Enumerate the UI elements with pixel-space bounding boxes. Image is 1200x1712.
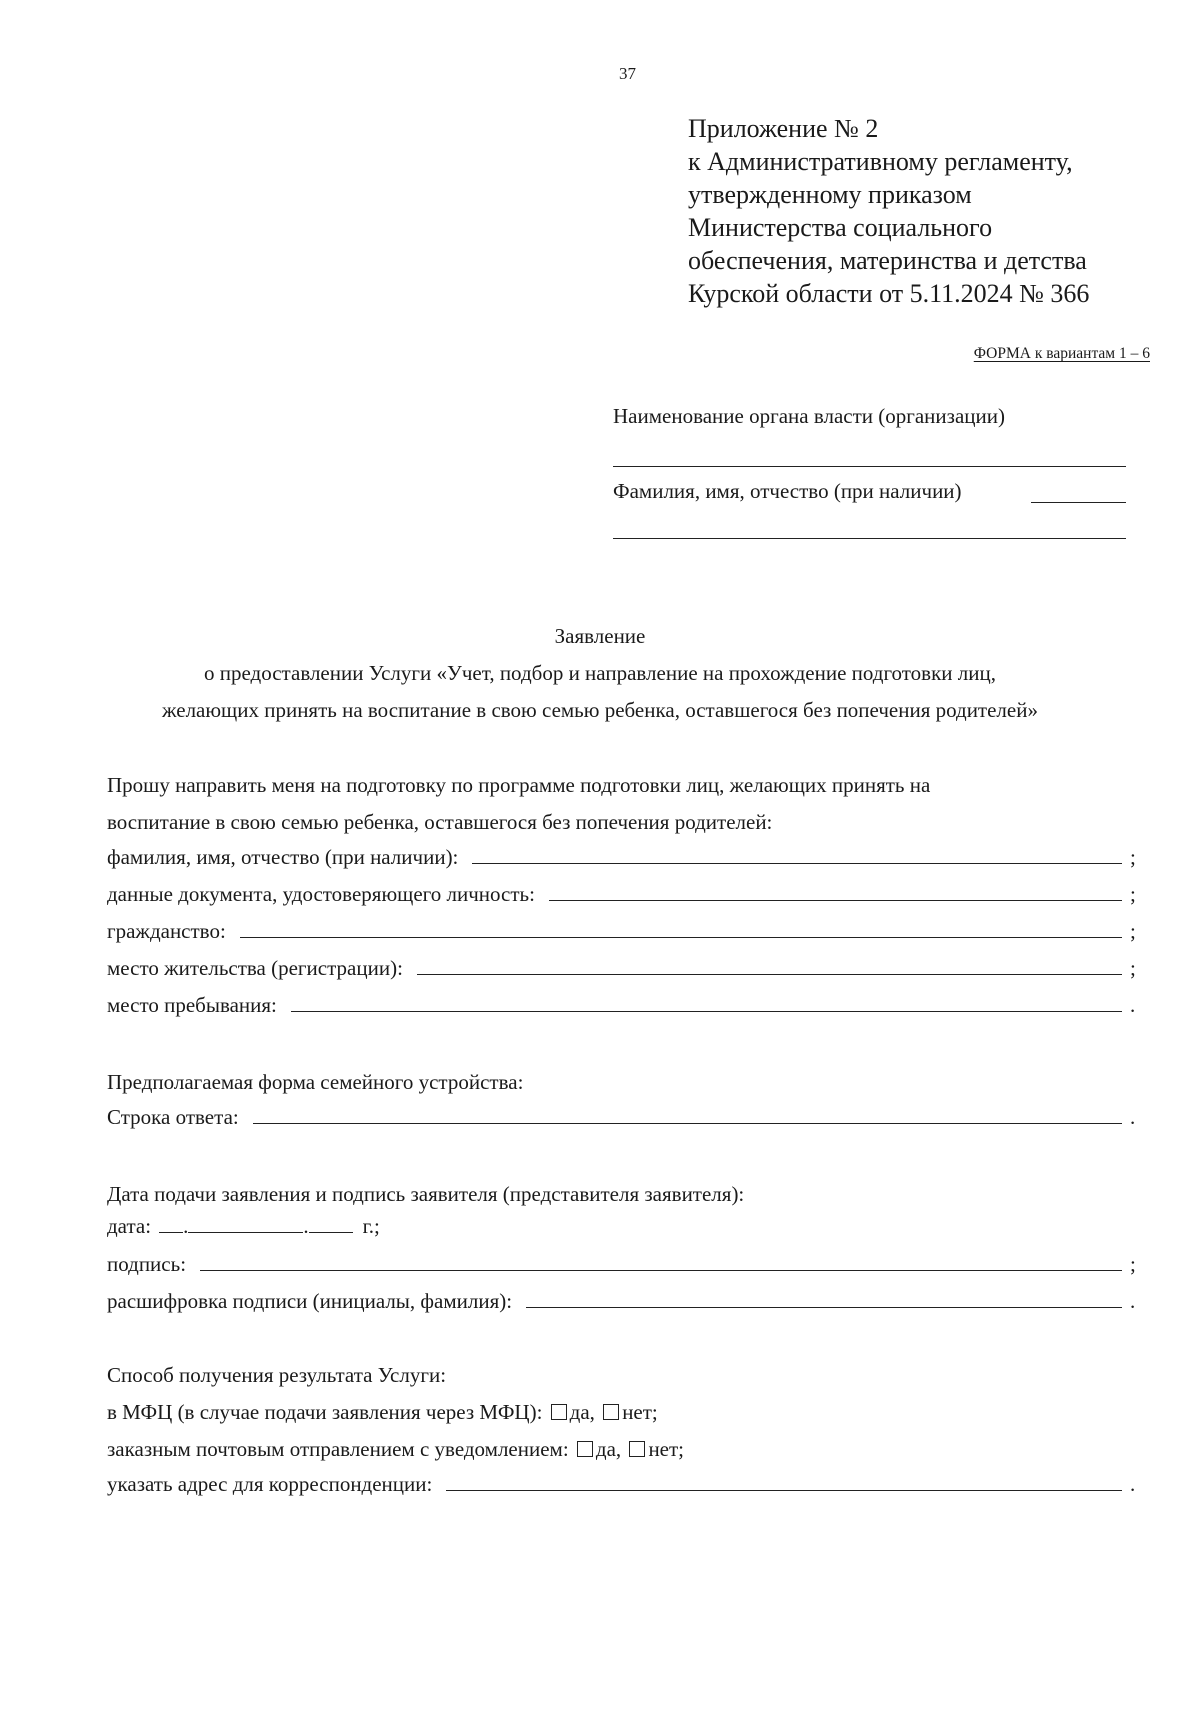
field-end: ; — [1130, 845, 1136, 869]
field-label: данные документа, удостоверяющего личность: — [107, 882, 535, 906]
field-line[interactable] — [472, 863, 1122, 864]
result-post-option — [107, 1437, 684, 1462]
field-line[interactable] — [549, 900, 1122, 901]
field-end: ; — [1130, 919, 1136, 943]
result-method-heading: Способ получения результата Услуги: — [107, 1363, 447, 1387]
authority-label: Наименование органа власти (организации) — [613, 404, 1005, 428]
field-label: гражданство: — [107, 919, 226, 943]
appendix-block — [688, 112, 1089, 310]
field-label: место пребывания: — [107, 993, 277, 1017]
field-label: подпись: — [107, 1252, 187, 1276]
applicant-fio-line[interactable] — [613, 538, 1126, 539]
field-correspondence-address — [107, 1467, 1140, 1497]
field-date — [107, 1214, 380, 1239]
appendix-line: к Административному регламенту, — [688, 147, 1073, 176]
field-end: . — [1130, 993, 1136, 1017]
mfc-yes-checkbox[interactable] — [551, 1404, 567, 1420]
field-fio — [107, 840, 1140, 870]
field-end: . — [1130, 1105, 1136, 1129]
field-label: расшифровка подписи (инициалы, фамилия): — [107, 1289, 513, 1313]
field-line[interactable] — [240, 937, 1122, 938]
field-id-document — [107, 877, 1140, 907]
field-end: . — [1130, 1289, 1136, 1313]
field-line[interactable] — [417, 974, 1122, 975]
field-label: Строка ответа: — [107, 1105, 239, 1129]
post-yes-checkbox[interactable] — [577, 1441, 593, 1457]
appendix-line: Курской области от 5.11.2024 № 366 — [688, 279, 1090, 308]
result-mfc-label: в МФЦ (в случае подачи заявления через МФЦ): — [107, 1400, 543, 1424]
date-suffix: г.; — [362, 1214, 380, 1238]
applicant-fio-line-short[interactable] — [1031, 502, 1126, 503]
result-post-label: заказным почтовым отправлением с уведомлением: — [107, 1437, 569, 1461]
field-label: фамилия, имя, отчество (при наличии): — [107, 845, 459, 869]
field-line[interactable] — [291, 1011, 1122, 1012]
appendix-line: утвержденному приказом — [688, 180, 972, 209]
yes-label: да, — [595, 1437, 622, 1461]
statement-subject-line2: желающих принять на воспитание в свою семью ребенка, оставшегося без попечения родителей» — [162, 698, 1038, 722]
field-residence — [107, 951, 1140, 981]
field-signature-decode — [107, 1284, 1140, 1314]
field-line[interactable] — [526, 1307, 1122, 1308]
date-day-line[interactable] — [159, 1232, 183, 1233]
field-stay-place — [107, 988, 1140, 1018]
result-mfc-option — [107, 1400, 658, 1425]
applicant-fio-label: Фамилия, имя, отчество (при наличии) — [613, 479, 962, 503]
no-label: нет; — [622, 1400, 658, 1424]
field-label: указать адрес для корреспонденции: — [107, 1472, 433, 1496]
field-line[interactable] — [446, 1490, 1122, 1491]
field-family-form-answer — [107, 1100, 1140, 1130]
date-label: дата: — [107, 1214, 152, 1238]
field-signature — [107, 1247, 1140, 1277]
date-separator: . — [303, 1214, 309, 1238]
request-text-line1: Прошу направить меня на подготовку по программе подготовки лиц, желающих принять на — [107, 773, 931, 797]
form-variant-label: ФОРМА к вариантам 1 – 6 — [973, 345, 1150, 362]
family-form-heading: Предполагаемая форма семейного устройства: — [107, 1070, 524, 1094]
field-end: ; — [1130, 1252, 1136, 1276]
date-separator: . — [183, 1214, 189, 1238]
no-label: нет; — [648, 1437, 685, 1461]
page-number: 37 — [619, 64, 636, 83]
date-month-line[interactable] — [188, 1232, 303, 1233]
post-no-checkbox[interactable] — [629, 1441, 645, 1457]
yes-label: да, — [569, 1400, 595, 1424]
request-text-line2: воспитание в свою семью ребенка, оставшегося без попечения родителей: — [107, 810, 773, 834]
statement-heading: Заявление — [554, 624, 646, 648]
field-citizenship — [107, 914, 1140, 944]
date-year-line[interactable] — [309, 1232, 353, 1233]
appendix-line: обеспечения, материнства и детства — [688, 246, 1087, 275]
appendix-line: Министерства социального — [688, 213, 993, 242]
field-end: . — [1130, 1472, 1136, 1496]
appendix-line: Приложение № 2 — [688, 114, 879, 143]
field-label: место жительства (регистрации): — [107, 956, 403, 980]
field-line[interactable] — [200, 1270, 1122, 1271]
field-end: ; — [1130, 882, 1136, 906]
authority-line[interactable] — [613, 466, 1126, 467]
field-end: ; — [1130, 956, 1136, 980]
field-line[interactable] — [253, 1123, 1122, 1124]
statement-subject-line1: о предоставлении Услуги «Учет, подбор и направление на прохождение подготовки лиц, — [204, 661, 996, 685]
mfc-no-checkbox[interactable] — [603, 1404, 619, 1420]
signature-heading: Дата подачи заявления и подпись заявителя (представителя заявителя): — [107, 1182, 745, 1206]
